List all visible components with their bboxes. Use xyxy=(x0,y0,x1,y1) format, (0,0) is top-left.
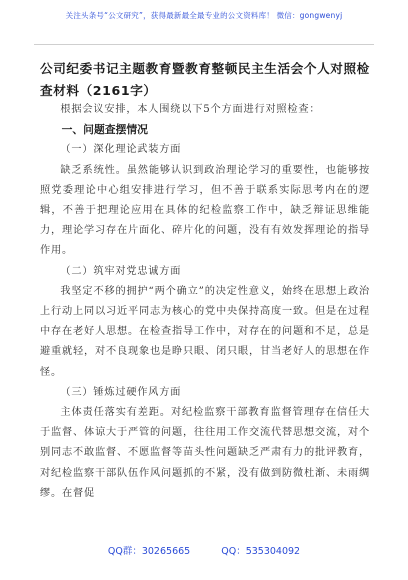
paragraph-loyalty: 我坚定不移的拥护“两个确立”的决定性意义，始终在思想上政治上行动上同以习近平同志为核心的党中央保持高度一致。但是在过程中存在老好人思想。在检查指导工作中，对存在的问题和不足，总是避重就轻，对不良现象也是睁只眼、闭只眼，甘当老好人的思想在作怪。 xyxy=(40,285,370,378)
header-watermark-text: 关注头条号“公文研究”，获得最新最全最专业的公文资料库！ 微信：gongwenyj xyxy=(65,11,343,20)
subsection-heading-style: （三）锤炼过硬作风方面 xyxy=(60,386,182,398)
footer-qq: QQ：535304092 xyxy=(221,546,301,557)
intro-paragraph: 根据会议安排，本人围绕以下5个方面进行对照检查： xyxy=(60,104,321,115)
document-body xyxy=(40,100,370,504)
section-heading-problems: 一、问题查摆情况 xyxy=(61,123,148,137)
subsection-heading-theory: （一）深化理论武装方面 xyxy=(60,144,182,156)
document-title: 公司纪委书记主题教育暨教育整顿民主生活会个人对照检查材料（2161字） xyxy=(40,61,370,98)
footer-contact xyxy=(0,543,408,557)
paragraph-theory: 缺乏系统性。虽然能够认识到政治理论学习的重要性，也能够按照党委理论中心组安排进行学习，但不善于联系实际思考内在的逻辑，不善于把理论应用在具体的纪检监察工作中，缺乏辩证思维能力，理论学习存在片面化、碎片化的问题，没有有效发挥理论的指导作用。 xyxy=(40,164,370,257)
subsection-heading-loyalty: （二）筑牢对党忠诚方面 xyxy=(60,265,182,277)
header-divider xyxy=(34,44,374,45)
paragraph-style: 主体责任落实有差距。对纪检监察干部教育监督管理存在信任大于监督、体谅大于严管的问题，往往用工作交流代替思想交流，对个别同志不敢监督、不愿监督等苗头性问题缺乏严肃有力的批评教育，对纪检监察干部队伍作风问题抓的不紧，没有做到防微杜渐、未雨绸缪。在督促 xyxy=(40,407,370,499)
footer-qq-group: QQ群：30265665 xyxy=(107,546,191,557)
